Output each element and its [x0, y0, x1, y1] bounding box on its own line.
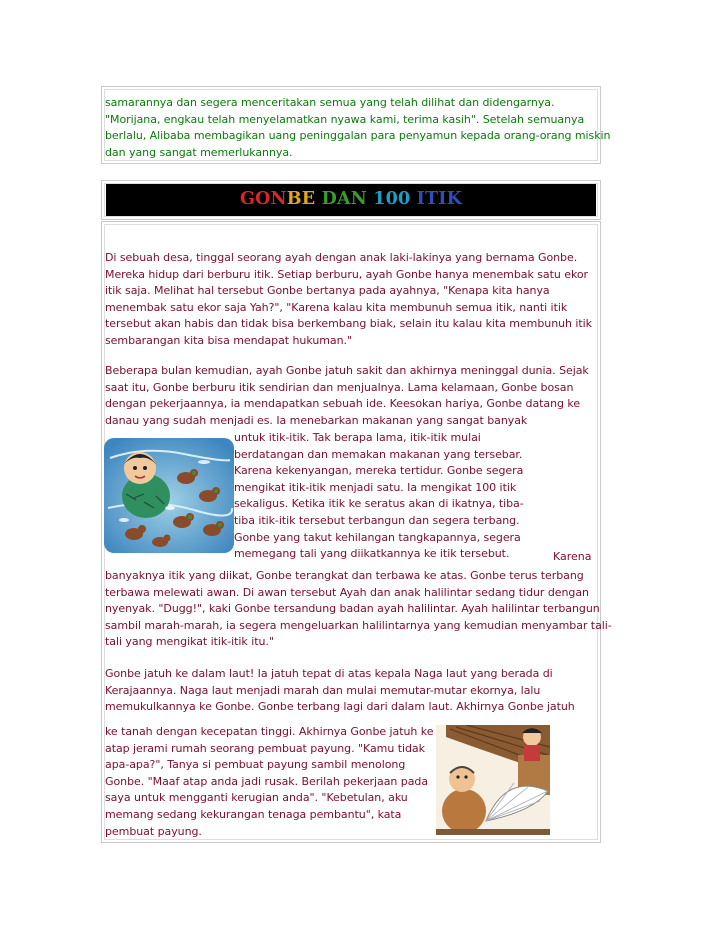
text-line: tali yang mengikat itik-itik itu."	[105, 635, 274, 649]
text-line: tersebut akan habis dan tidak bisa berkembang biak, selain itu kalau kita membunuh itik	[105, 317, 593, 331]
title-banner	[106, 184, 596, 216]
text-line: untuk itik-itik. Tak berapa lama, itik-itik mulai	[234, 431, 481, 444]
title-part: GON	[239, 189, 287, 209]
text-line: menembak satu ekor saja Yah?", "Karena kalau kita membunuh semua itik, nanti itik	[105, 300, 568, 314]
text-line: sembarangan kita bisa mendapat hukuman."	[105, 333, 352, 347]
text-line: dengan pekerjaannya, ia mendapatkan sebuah ide. Keesokan hariya, Gonbe datang ke	[105, 397, 581, 411]
text-line: Mereka hidup dari berburu itik. Setiap berburu, ayah Gonbe hanya menembak satu ekor	[105, 267, 589, 281]
text-line: Gonbe jatuh ke dalam laut! Ia jatuh tepat di atas kepala Naga laut yang berada di	[105, 667, 553, 680]
umbrella-maker-illustration	[436, 725, 550, 835]
text-line: Gonbe. "Maaf atap anda jadi rusak. Berilah pekerjaan pada	[105, 774, 429, 788]
title-part: 100	[373, 189, 411, 209]
text-line: sambil marah-marah, ia segera mengeluarkan halilintarnya yang kemudian menyambar tali-	[105, 618, 612, 632]
story-title	[106, 189, 596, 209]
text-line: memegang tali yang diikatkannya ke itik tersebut.	[234, 547, 510, 561]
previous-story-text	[105, 95, 610, 161]
story-paragraph-1	[105, 250, 592, 350]
text-line: dan yang sangat memerlukannya.	[105, 145, 293, 159]
text-line: banyaknya itik yang diikat, Gonbe terangkat dan terbawa ke atas. Gonbe terus terbang	[105, 569, 584, 582]
title-part: BE	[286, 189, 316, 209]
story-paragraph-3-continued	[105, 568, 612, 651]
text-line: "Morijana, engkau telah menyelamatkan nyawa kami, terima kasih". Setelah semuanya	[105, 112, 585, 126]
text-line: berdatangan dan memakan makanan yang tersebar.	[234, 447, 523, 461]
gonbe-ducks-illustration	[104, 438, 234, 553]
story-title-box	[101, 180, 601, 220]
text-line: apa-apa?", Tanya si pembuat payung sambil menolong	[105, 758, 406, 772]
title-part: ITIK	[416, 189, 463, 209]
story-paragraph-4	[105, 666, 575, 716]
story-content-box	[101, 221, 612, 843]
text-line: Beberapa bulan kemudian, ayah Gonbe jatuh sakit dan akhirnya meninggal dunia. Sejak	[105, 364, 589, 377]
text-line: memang sedang kekurangan tenaga pembantu", kata	[105, 807, 402, 821]
story-paragraph-5	[105, 724, 433, 840]
title-part: DAN	[321, 189, 367, 209]
text-line: saya untuk mengganti kerugian anda". "Kebetulan, aku	[105, 791, 408, 805]
text-line: sekaligus. Ketika itik ke seratus akan di ikatnya, tiba-	[234, 497, 524, 511]
text-line: Kerajaannya. Naga laut menjadi marah dan mulai memutar-mutar ekornya, lalu	[105, 683, 541, 697]
text-line: mengikat itik-itik menjadi satu. Ia mengikat 100 itik	[234, 480, 517, 494]
text-line: saat itu, Gonbe berburu itik sendirian dan menjualnya. Lama kelamaan, Gonbe bosan	[105, 380, 574, 394]
text-line: atap jerami rumah seorang pembuat payung. "Kamu tidak	[105, 741, 425, 755]
text-line: tiba itik-itik tersebut terbangun dan segera terbang.	[234, 513, 520, 527]
text-line: Gonbe yang takut kehilangan tangkapannya, segera	[234, 530, 521, 544]
text-line: ke tanah dengan kecepatan tinggi. Akhirnya Gonbe jatuh ke	[105, 725, 434, 738]
text-line: samarannya dan segera menceritakan semua yang telah dilihat dan didengarnya.	[105, 96, 555, 109]
text-line: nyenyak. "Dugg!", kaki Gonbe tersandung badan ayah halilintar. Ayah halilintar terbangun	[105, 602, 600, 616]
text-line: danau yang sudah menjadi es. Ia menebarkan makanan yang sangat banyak	[105, 413, 528, 427]
text-line: itik saja. Melihat hal tersebut Gonbe bertanya pada ayahnya, "Kenapa kita hanya	[105, 284, 550, 298]
text-line: berlalu, Alibaba membagikan uang peninggalan para penyamun kepada orang-orang miskin	[105, 129, 611, 143]
text-line: terbawa melewati awan. Di awan tersebut Ayah dan anak halilintar sedang tidur dengan	[105, 585, 589, 599]
story-paragraph-3-wrapped	[234, 430, 524, 563]
text-line: memukulkannya ke Gonbe. Gonbe terbang lagi dari dalam laut. Akhirnya Gonbe jatuh	[105, 700, 575, 714]
previous-story-ending-box	[101, 86, 611, 164]
text-fragment: Karena	[553, 550, 592, 563]
text-line: pembuat payung.	[105, 824, 202, 838]
text-line: Di sebuah desa, tinggal seorang ayah dengan anak laki-lakinya yang bernama Gonbe.	[105, 251, 578, 264]
text-line: Karena kekenyangan, mereka tertidur. Gonbe segera	[234, 464, 524, 478]
story-paragraph-2	[105, 363, 589, 429]
